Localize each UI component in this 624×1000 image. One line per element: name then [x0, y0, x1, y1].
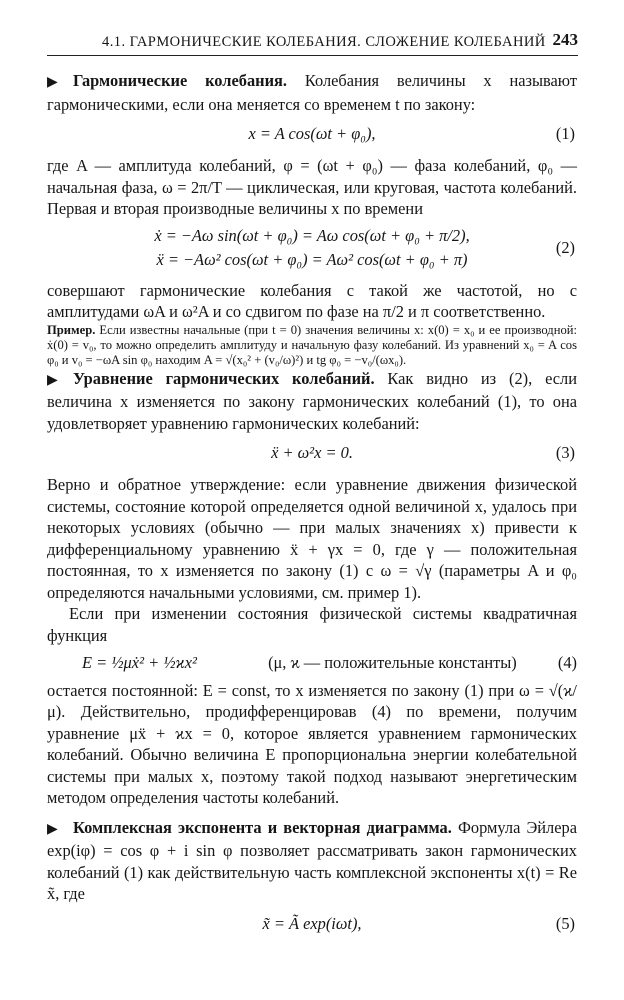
example-text: Если известны начальные (при t = 0) значения величины x: x(0) = x₀ и ее производной: ẋ(0) = v₀, то можно определить амплитуду и начальную фазу колебаний. Из уравнений x₀ = A cos φ₀ и v₀ = −ωA sin φ₀ находим A = √(x₀² + (v₀/ω)²) и tg φ₀ = −v₀/(ωx₀).	[47, 322, 577, 367]
page-header	[47, 30, 578, 60]
section-marker-icon: ▶	[47, 75, 58, 90]
section-intro: Формула Эйлера exp(iφ) = cos φ + i sin φ позволяет рассматривать закон гармонических колебаний (1) как действительную часть комплексной экспоненты x(t) = Re x̃, где	[47, 817, 577, 903]
equation-2	[47, 220, 577, 280]
paragraph-after-eq4: остается постоянной: E = const, то x изменяется по закону (1) при ω = √(ϰ/μ). Действительно, продифференцировав (4) по времени, получим уравнение μẍ + ϰx = 0, которое является уравнением гармонических колебаний. Обычно величина E пропорциональна энергии колебательной системы при малых x, поэтому такой подход называют энергетическим методом определения частоты колебаний.	[47, 680, 577, 807]
section-marker-icon: ▶	[47, 821, 58, 837]
equation-line: ẋ = −Aω sin(ωt + φ₀) = Aω cos(ωt + φ₀ + π/2),	[154, 225, 470, 245]
equation-4	[47, 652, 577, 674]
example-label: Пример.	[47, 322, 96, 337]
equation-body: x̃ = Ã exp(iωt),	[262, 913, 362, 933]
page-number: 243	[552, 30, 578, 49]
equation-number: (1)	[555, 124, 575, 143]
equation-note: (μ, ϰ — положительные константы)	[268, 653, 517, 672]
paragraph-after-eq2: совершают гармонические колебания с такой же частотой, но с амплитудами ωA и ω²A и со сдвигом по фазе на π/2 и π соответственно.	[47, 280, 577, 321]
section-heading: Комплексная экспонента и векторная диаграмма.	[73, 817, 452, 837]
section-intro: Колебания величины x называют гармоническими, если она меняется со временем t по закону:	[47, 71, 577, 114]
section-complex	[47, 817, 577, 905]
equation-number: (3)	[555, 443, 575, 462]
section-intro: Как видно из (2), если величина x изменяется по закону гармонических колебаний (1), то она удовлетворяет уравнению гармонических колебаний:	[47, 368, 577, 433]
paragraph-energy: Если при изменении состояния физической системы квадратичная функция	[47, 604, 577, 645]
section-heading: Уравнение гармонических колебаний.	[73, 368, 375, 388]
paragraph-definitions: где A — амплитуда колебаний, φ = (ωt + φ₀) — фаза колебаний, φ₀ — начальная фаза, ω = 2π/T — циклическая, или круговая, частота колебаний. Первая и вторая производные величины x по времени	[47, 156, 577, 218]
section-marker-icon: ▶	[47, 372, 58, 388]
equation-line: ẍ = −Aω² cos(ωt + φ₀) = Aω² cos(ωt + φ₀ + π)	[156, 249, 468, 269]
example-block	[47, 323, 577, 368]
header-rule	[47, 55, 578, 56]
spacer	[47, 809, 577, 817]
equation-3	[47, 434, 577, 474]
equation-1	[47, 115, 577, 155]
equation-number: (5)	[555, 913, 575, 933]
page-content	[47, 70, 577, 945]
equation-5	[47, 905, 577, 945]
equation-body: ẍ + ω²x = 0.	[271, 443, 353, 462]
equation-number: (4)	[557, 653, 577, 672]
running-title: 4.1. ГАРМОНИЧЕСКИЕ КОЛЕБАНИЯ. СЛОЖЕНИЕ КОЛЕБАНИЙ	[102, 34, 546, 50]
section-equation	[47, 368, 577, 435]
section-harmonic	[47, 70, 577, 115]
equation-number: (2)	[555, 237, 575, 257]
paragraph-converse: Верно и обратное утверждение: если уравнение движения физической системы, состояние которой определяется одной величиной x, удалось при некоторых условиях (обычно — при малых значениях x) привести к дифференциальному уравнению ẍ + γx = 0, где γ — положительная постоянная, то x изменяется по закону (1) с ω = √γ (параметры A и φ₀ определяются начальными условиями, см. пример 1).	[47, 475, 577, 602]
equation-body	[47, 220, 577, 272]
equation-body: E = ½μẋ² + ½ϰx²	[82, 653, 197, 672]
equation-body: x = A cos(ωt + φ₀),	[248, 124, 376, 143]
section-heading: Гармонические колебания.	[73, 71, 287, 90]
